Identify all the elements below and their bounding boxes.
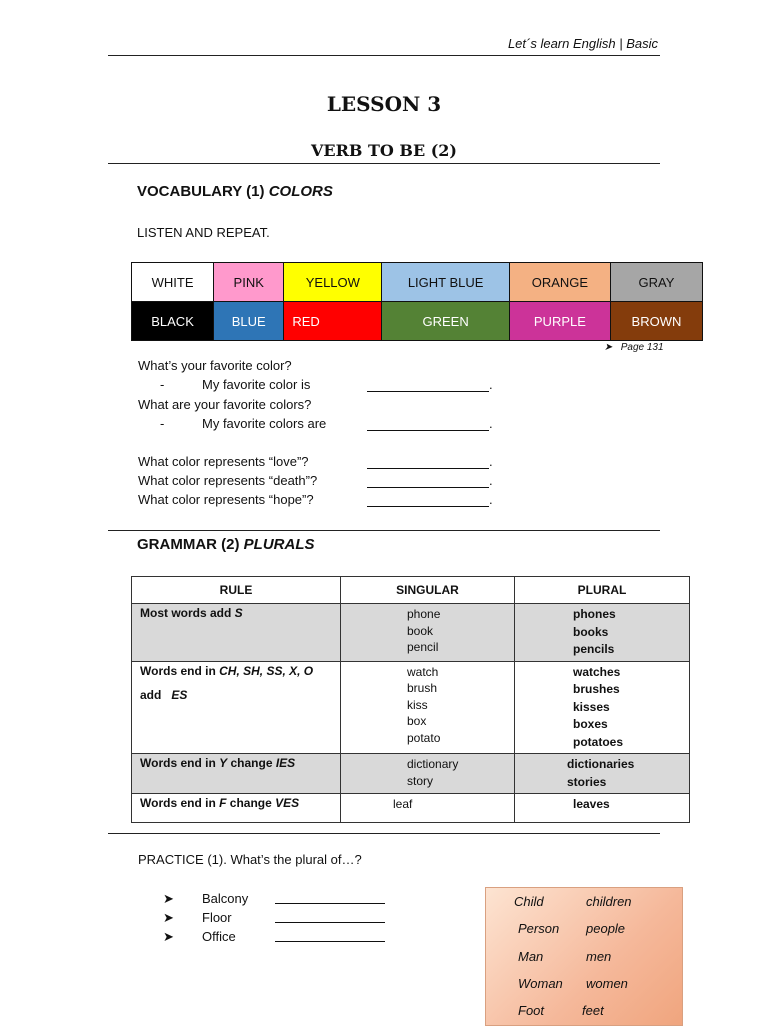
rule-em: S [234, 606, 243, 620]
rule-cell [132, 754, 341, 794]
singular-word: pencil [407, 640, 439, 654]
singular-word: watch [407, 664, 439, 679]
plural-word: leaves [573, 797, 610, 811]
lesson-subtitle: VERB TO BE (2) [311, 141, 457, 160]
rule-em: ES [171, 687, 188, 702]
plural-word: kisses [573, 699, 610, 714]
plurals-row [132, 794, 690, 823]
practice-word: Floor [202, 910, 232, 925]
irregular-plural: women [586, 976, 628, 991]
arrow-bullet-icon: ➤ [604, 342, 613, 353]
lesson-title: LESSON 3 [326, 92, 442, 116]
singular-word: phone [407, 607, 441, 621]
rule-cell [132, 604, 341, 662]
header-rule [108, 55, 660, 56]
color-cell-brown: BROWN [610, 302, 702, 341]
practice-answer-blank[interactable] [275, 929, 385, 942]
singular-cell [341, 661, 515, 754]
irregular-singular: Person [518, 921, 560, 936]
singular-word: dictionary [407, 757, 459, 771]
section-rule [108, 530, 660, 531]
rule-em: VES [275, 796, 300, 810]
question-love: What color represents “love”? [138, 454, 309, 469]
grammar-heading [137, 536, 315, 553]
answer-favorite-colors: My favorite colors are [202, 416, 327, 431]
singular-word: potato [407, 730, 441, 745]
arrow-bullet-icon: ➤ [163, 929, 174, 944]
question-favorite-colors: What are your favorite colors? [138, 397, 312, 412]
answer-blank-2[interactable]: . [367, 416, 493, 431]
plural-word: stories [567, 774, 607, 789]
irregular-plural: men [586, 949, 612, 964]
color-row-dark [132, 302, 703, 341]
color-cell-pink: PINK [214, 263, 284, 302]
color-cell-gray: GRAY [610, 263, 702, 302]
rule-text: Most words add [140, 606, 235, 620]
singular-word: kiss [407, 697, 428, 712]
color-cell-blue: BLUE [214, 302, 284, 341]
running-header: Let´s learn English | Basic [507, 36, 658, 51]
irregular-plurals-box [485, 887, 683, 1026]
color-row-light [132, 263, 703, 302]
rule-em: F [219, 796, 227, 810]
page-reference [604, 342, 664, 353]
answer-favorite-color: My favorite color is [202, 377, 311, 392]
answer-blank-1[interactable]: . [367, 377, 493, 392]
singular-word: leaf [393, 797, 413, 811]
plural-word: boxes [573, 717, 608, 731]
page-reference-text: Page 131 [620, 342, 664, 353]
header-rule-col: RULE [132, 577, 341, 604]
rule-em: Y [219, 756, 228, 770]
rule-em: IES [275, 756, 296, 770]
irregular-singular: Woman [518, 976, 563, 991]
singular-cell [341, 794, 515, 823]
plural-word: dictionaries [567, 757, 635, 771]
practice-answer-blank[interactable] [275, 910, 385, 923]
rule-text: Words end in [140, 796, 220, 810]
plural-word: books [573, 624, 609, 639]
plural-word: potatoes [573, 734, 624, 749]
plural-cell [515, 661, 690, 754]
answer-blank-hope[interactable]: . [367, 492, 493, 507]
plural-word: pencils [573, 642, 615, 656]
plural-word: brushes [573, 682, 620, 696]
irregular-plural: children [586, 894, 632, 909]
answer-blank-death[interactable]: . [367, 473, 493, 488]
plural-word: phones [573, 607, 616, 621]
rule-text: change [227, 756, 276, 770]
irregular-plural: people [586, 921, 626, 936]
practice-word: Office [202, 929, 236, 944]
practice-title: PRACTICE (1). What’s the plural of…? [138, 852, 362, 867]
plurals-header-row [132, 577, 690, 604]
irregular-singular: Child [514, 894, 544, 909]
listen-instruction: LISTEN AND REPEAT. [137, 225, 270, 240]
header-singular: SINGULAR [341, 577, 515, 604]
rule-text: change [226, 796, 276, 810]
singular-word: brush [407, 681, 438, 695]
dash-bullet: - [160, 416, 165, 431]
color-cell-purple: PURPLE [509, 302, 610, 341]
singular-cell [341, 754, 515, 794]
singular-cell [341, 604, 515, 662]
plural-cell [515, 794, 690, 823]
irregular-plural: feet [582, 1003, 604, 1018]
header-plural: PLURAL [515, 577, 690, 604]
color-cell-red: RED [284, 302, 382, 341]
arrow-bullet-icon: ➤ [163, 891, 174, 906]
color-cell-orange: ORANGE [509, 263, 610, 302]
rule-cell [132, 794, 341, 823]
practice-answer-blank[interactable] [275, 891, 385, 904]
rule-text: Words end in [140, 663, 220, 678]
plurals-row [132, 661, 690, 754]
section-rule-2 [108, 833, 660, 834]
rule-text: Words end in [140, 756, 220, 770]
vocabulary-heading-em: COLORS [268, 183, 333, 200]
question-hope: What color represents “hope”? [138, 492, 314, 507]
rule-cell [132, 661, 341, 754]
subtitle-rule [108, 163, 660, 164]
rule-text: add [140, 687, 165, 702]
plurals-row [132, 604, 690, 662]
singular-word: box [407, 714, 427, 728]
plural-word: watches [573, 664, 621, 679]
rule-em: CH, SH, SS, X, O [219, 663, 314, 678]
color-cell-black: BLACK [132, 302, 214, 341]
singular-word: book [407, 623, 434, 638]
color-cell-white: WHITE [132, 263, 214, 302]
plural-cell [515, 754, 690, 794]
plural-cell [515, 604, 690, 662]
practice-word: Balcony [202, 891, 249, 906]
grammar-heading-text: GRAMMAR (2) [137, 536, 244, 553]
arrow-bullet-icon: ➤ [163, 910, 174, 925]
irregular-singular: Man [518, 949, 544, 964]
vocabulary-heading-text: VOCABULARY (1) [137, 183, 269, 200]
color-table [131, 262, 703, 341]
dash-bullet: - [160, 377, 165, 392]
vocabulary-heading [137, 183, 333, 200]
plurals-table [131, 576, 690, 823]
plurals-row [132, 754, 690, 794]
irregular-singular: Foot [518, 1003, 545, 1018]
question-death: What color represents “death”? [138, 473, 318, 488]
color-cell-light-blue: LIGHT BLUE [382, 263, 510, 302]
singular-word: story [407, 773, 434, 788]
question-favorite-color: What’s your favorite color? [138, 358, 292, 373]
answer-blank-love[interactable]: . [367, 454, 493, 469]
color-cell-green: GREEN [382, 302, 510, 341]
color-cell-yellow: YELLOW [284, 263, 382, 302]
grammar-heading-em: PLURALS [243, 536, 315, 553]
